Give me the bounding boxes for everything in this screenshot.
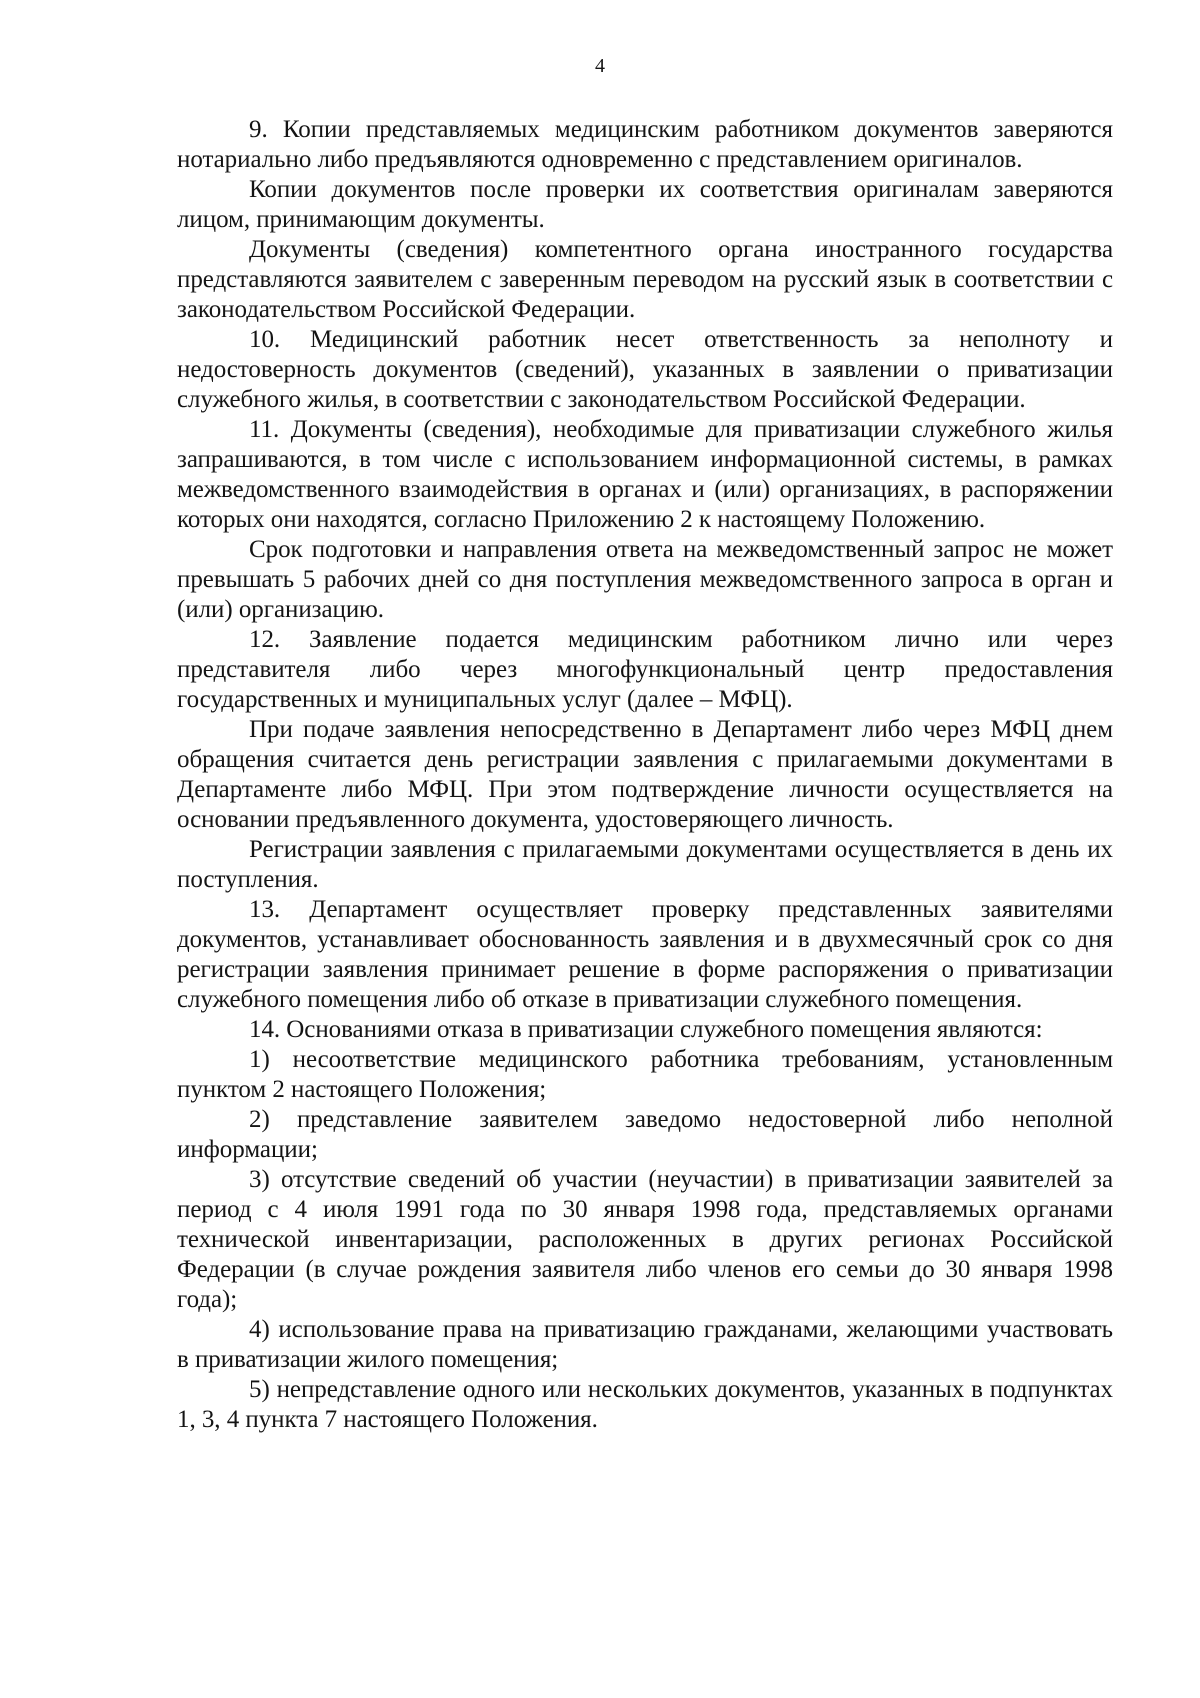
paragraph-13-review: 13. Департамент осуществляет проверку представленных заявителями документов, устанавливает обоснованность заявления и в двухмесячный срок со дня регистрации заявления принимает решение в форме распоряжения о приватизации служебного помещения либо об отказе в приватизации служебного помещения. [177, 896, 1113, 1013]
paragraph-request-deadline: Срок подготовки и направления ответа на межведомственный запрос не может превышать 5 рабочих дней со дня поступления межведомственного запроса в орган и (или) организацию. [177, 536, 1113, 623]
page-number: 4 [595, 55, 605, 77]
list-item-refusal-4: 4) использование права на приватизацию гражданами, желающими участвовать в приватизации жилого помещения; [177, 1316, 1113, 1373]
list-item-refusal-2: 2) представление заявителем заведомо недостоверной либо неполной информации; [177, 1106, 1113, 1163]
paragraph-14-refusal-grounds: 14. Основаниями отказа в приватизации служебного помещения являются: [249, 1016, 1043, 1043]
paragraph-application-date: При подаче заявления непосредственно в Департамент либо через МФЦ днем обращения считается день регистрации заявления с прилагаемыми документами в Департаменте либо МФЦ. При этом подтверждение личности осуществляется на основании предъявленного документа, удостоверяющего личность. [177, 716, 1113, 833]
list-item-refusal-5: 5) непредставление одного или нескольких документов, указанных в подпунктах 1, 3, 4 пункта 7 настоящего Положения. [177, 1376, 1113, 1433]
paragraph-copies-verification: Копии документов после проверки их соответствия оригиналам заверяются лицом, принимающим документы. [177, 176, 1113, 233]
paragraph-11-requests: 11. Документы (сведения), необходимые для приватизации служебного жилья запрашиваются, в том числе с использованием информационной системы, в рамках межведомственного взаимодействия в органах и (или) организациях, в распоряжении которых они находятся, согласно Приложению 2 к настоящему Положению. [177, 416, 1113, 533]
paragraph-foreign-documents: Документы (сведения) компетентного органа иностранного государства представляются заявителем с заверенным переводом на русский язык в соответствии с законодательством Российской Федерации. [177, 236, 1113, 323]
list-item-refusal-3: 3) отсутствие сведений об участии (неучастии) в приватизации заявителей за период с 4 июля 1991 года по 30 января 1998 года, представляемых органами технической инвентаризации, расположенных в других регионах Российской Федерации (в случае рождения заявителя либо членов его семьи до 30 января 1998 года); [177, 1166, 1113, 1313]
paragraph-12-application: 12. Заявление подается медицинским работником лично или через представителя либо через многофункциональный центр предоставления государственных и муниципальных услуг (далее – МФЦ). [177, 626, 1113, 713]
paragraph-9-copies: 9. Копии представляемых медицинским работником документов заверяются нотариально либо предъявляются одновременно с представлением оригиналов. [177, 116, 1113, 173]
list-item-refusal-1: 1) несоответствие медицинского работника требованиям, установленным пунктом 2 настоящего Положения; [177, 1046, 1113, 1103]
paragraph-10-responsibility: 10. Медицинский работник несет ответственность за неполноту и недостоверность документов (сведений), указанных в заявлении о приватизации служебного жилья, в соответствии с законодательством Российской Федерации. [177, 326, 1113, 413]
document-body [177, 115, 1113, 1435]
paragraph-registration: Регистрации заявления с прилагаемыми документами осуществляется в день их поступления. [177, 836, 1113, 893]
